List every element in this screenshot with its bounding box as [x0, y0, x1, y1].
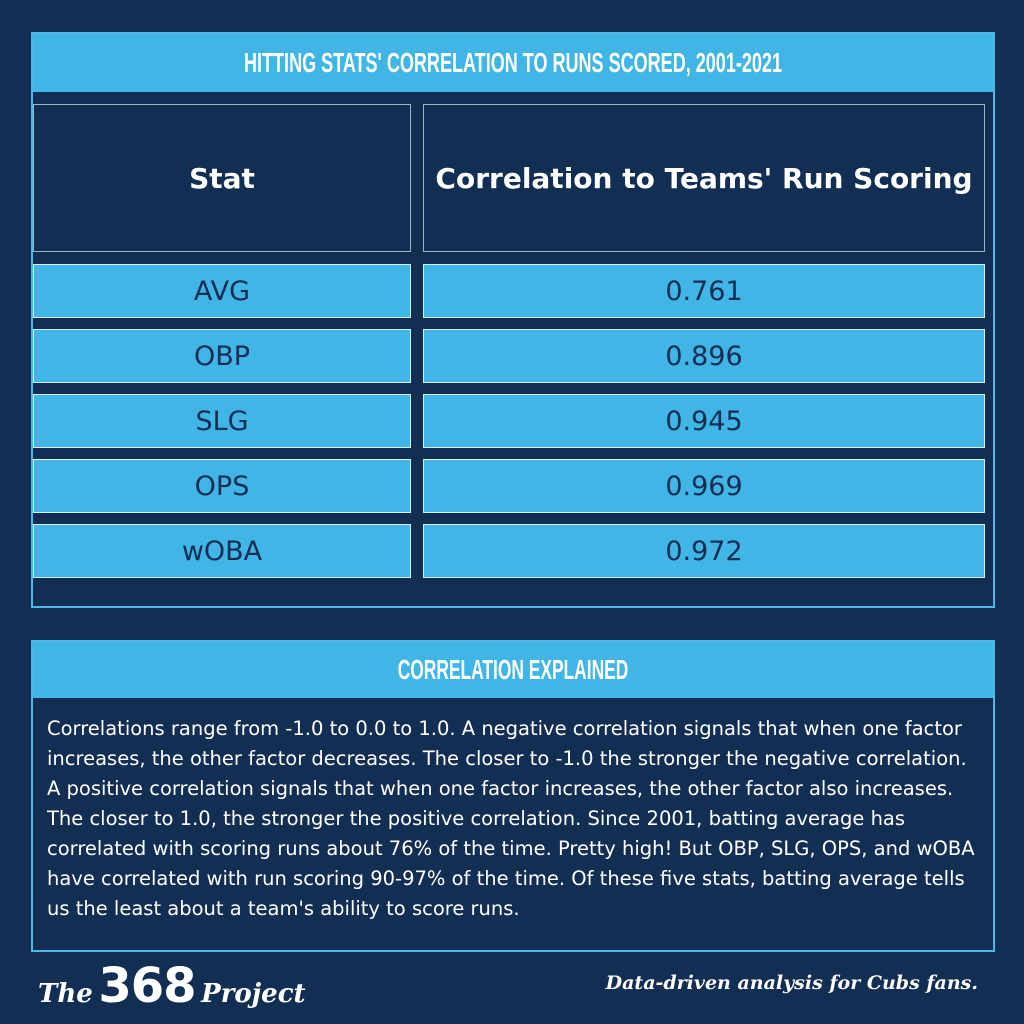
correlation-explained-panel [31, 640, 995, 952]
row-value-slg: 0.945 [423, 394, 985, 448]
row-stat-obp: OBP [33, 329, 411, 383]
explain-body-text: Correlations range from -1.0 to 0.0 to 1.0. A negative correlation signals that when one factor increases, the other factor decreases. The closer to -1.0 the stronger the negative correlation. A positive correlation signals that when one factor increases, the other factor also increases. The closer to 1.0, the stronger the positive correlation. Since 2001, batting average has correlated with scoring runs about 76% of the time. Pretty high! But OBP, SLG, OPS, and wOBA have correlated with run scoring 90-97% of the time. Of these five stats, batting average tells us the least about a team's ability to score runs. [47, 717, 975, 920]
table-title-banner [33, 34, 993, 92]
logo-number: 368 [98, 958, 196, 1014]
the-368-project-logo [38, 958, 306, 1014]
explain-title-banner [33, 642, 993, 698]
correlation-table-panel [31, 32, 995, 608]
header-correlation: Correlation to Teams' Run Scoring [423, 104, 985, 252]
row-stat-ops: OPS [33, 459, 411, 513]
row-value-obp: 0.896 [423, 329, 985, 383]
row-value-avg: 0.761 [423, 264, 985, 318]
header-stat: Stat [33, 104, 411, 252]
logo-the: The [38, 979, 93, 1009]
footer-tagline: Data-driven analysis for Cubs fans. [605, 972, 978, 994]
logo-project: Project [201, 979, 306, 1009]
row-value-woba: 0.972 [423, 524, 985, 578]
row-stat-avg: AVG [33, 264, 411, 318]
row-stat-woba: wOBA [33, 524, 411, 578]
explain-title: CORRELATION EXPLAINED [397, 654, 629, 685]
table-title: HITTING STATS' CORRELATION TO RUNS SCORED, 2001-2021 [243, 47, 782, 78]
row-stat-slg: SLG [33, 394, 411, 448]
row-value-ops: 0.969 [423, 459, 985, 513]
